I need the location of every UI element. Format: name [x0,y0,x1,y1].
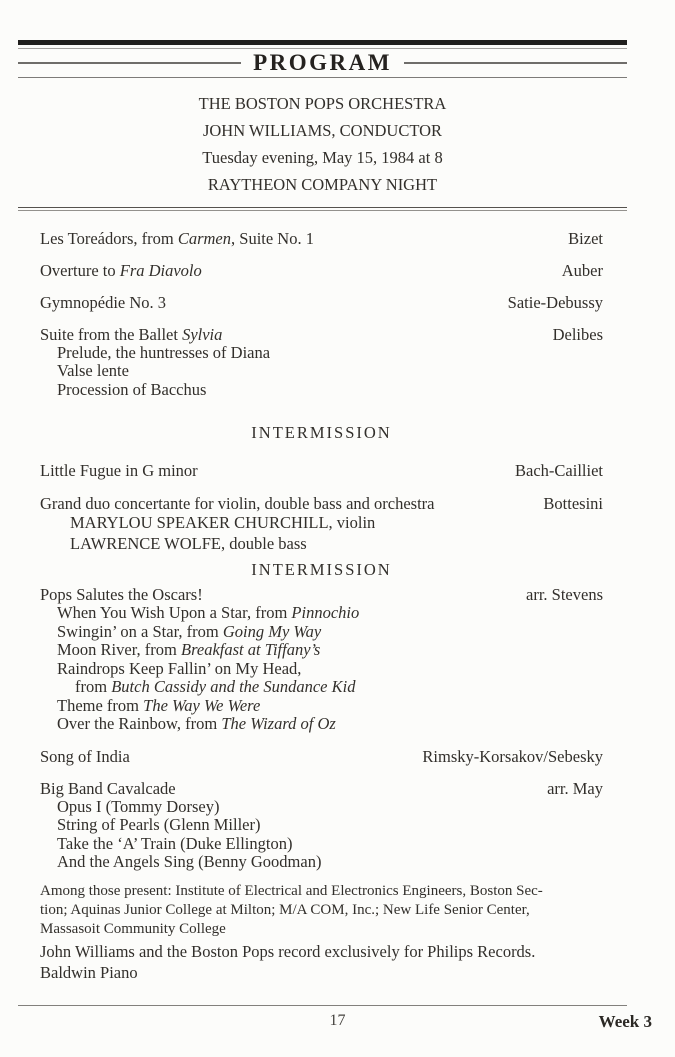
text-segment: Raindrops Keep Fallin’ on My Head, [57,658,302,678]
work-name-italic: Fra Diavolo [119,260,202,280]
text-segment: Gymnopédie No. 3 [40,292,167,312]
soloist-line: MARYLOU SPEAKER CHURCHILL, violin [70,513,376,532]
program-entry [18,747,627,766]
work-head [40,779,603,798]
text-segment: String of Pearls (Glenn Miller) [57,815,261,834]
text-segment: Big Band Cavalcade [40,778,176,798]
work-head [40,461,603,480]
attendees-note-line: Among those present: Institute of Electrical and Electronics Engineers, Boston Sec- [40,882,543,899]
work-head [40,585,603,604]
intermission-entry [18,560,627,579]
movement-line [40,381,603,400]
text-segment: Moon River, from [57,640,181,659]
orchestra-line: THE BOSTON POPS ORCHESTRA [198,93,447,113]
work-name-italic: The Way We Were [143,695,261,715]
work-head [40,494,603,513]
footer-row [0,1012,675,1038]
program-entry [18,461,627,480]
program-entry [18,229,627,248]
work-head [40,747,603,766]
text-segment: Grand duo concertante for violin, double bass and orchestra [40,494,435,513]
program-entry [18,325,627,400]
movement-line [40,853,603,872]
header-divider [18,207,627,211]
movement-line [40,641,603,660]
movement-line [40,604,603,623]
text-segment: , Suite No. 1 [231,228,314,248]
work-head [40,325,603,344]
text-segment: Suite from the Ballet [40,324,183,344]
work-title [40,585,203,604]
composer: arr. May [547,778,603,798]
movement-line [40,623,603,642]
intermission-label: INTERMISSION [251,560,392,579]
attendees-note-line: tion; Aquinas Junior College at Milton; M/A COM, Inc.; New Life Senior Center, [40,901,530,918]
title-right-rule [404,62,627,64]
text-segment: Pops Salutes the Oscars! [40,585,203,604]
top-thin-rule [18,48,627,49]
conductor-line: JOHN WILLIAMS, CONDUCTOR [202,120,443,140]
work-name-italic: Breakfast at Tiffany’s [181,640,321,659]
text-segment: Take the ‘A’ Train (Duke Ellington) [57,833,293,853]
program-entry [18,585,627,734]
work-title [40,747,130,766]
text-segment: Theme from [57,695,144,715]
movement-line [40,715,603,734]
program-entry [18,494,627,554]
composer: Auber [561,260,603,280]
title-left-rule [18,62,241,64]
composer: Bottesini [543,494,603,513]
work-title [40,229,314,248]
header-block [18,90,627,198]
composer: Bizet [568,228,603,248]
text-segment: Swingin’ on a Star, from [57,621,223,641]
movement-line [40,362,603,381]
program-entry [18,261,627,280]
work-name-italic: Sylvia [182,324,223,344]
work-head [40,261,603,280]
work-title [40,261,202,280]
text-segment: Prelude, the huntresses of Diana [57,342,271,362]
work-title [40,325,222,344]
work-head [40,229,603,248]
work-title [40,779,176,798]
work-title [40,494,435,513]
composer: Bach-Cailliet [515,461,603,480]
program-list [18,229,627,872]
composer: Delibes [552,324,603,344]
baldwin-note: Baldwin Piano [40,962,138,982]
intermission-entry [18,423,627,442]
work-name-italic: Butch Cassidy and the Sundance Kid [111,677,356,696]
movement-line [40,835,603,854]
program-entry [18,293,627,312]
composer: Satie-Debussy [507,292,603,312]
notes-block [18,882,627,983]
work-name-italic: Pinnochio [291,603,360,622]
work-head [40,293,603,312]
text-segment: Song of India [40,746,130,766]
text-segment: And the Angels Sing (Benny Goodman) [57,852,322,871]
title-row [18,50,627,76]
intermission-label: INTERMISSION [251,423,392,442]
composer: arr. Stevens [526,585,603,604]
title-under-rule [18,77,627,78]
movement-line [40,697,603,716]
text-segment: Les Toreádors, from [40,228,178,248]
week-label: Week 3 [598,1011,652,1031]
text-segment: Little Fugue in G minor [40,461,198,480]
text-segment: from [75,677,112,696]
date-line: Tuesday evening, May 15, 1984 at 8 [202,147,443,167]
attendees-note-line: Massasoit Community College [40,920,226,937]
movement-line [40,678,603,697]
work-title [40,461,198,480]
text-segment: Procession of Bacchus [57,379,207,399]
footer-rule [18,1005,627,1006]
work-name-italic: The Wizard of Oz [221,714,336,733]
work-title [40,293,166,312]
page-number: 17 [329,1011,346,1029]
movement-line [40,816,603,835]
text-segment: Over the Rainbow, from [57,714,222,733]
attendees-note [40,882,603,939]
movement-line [40,344,603,363]
text-segment: When You Wish Upon a Star, from [57,603,292,622]
occasion-line: RAYTHEON COMPANY NIGHT [207,174,438,194]
program-entry [18,779,627,872]
text-segment: Overture to [40,260,120,280]
text-segment: Opus I (Tommy Dorsey) [57,796,220,816]
work-name-italic: Carmen [177,228,232,248]
soloist-line: LAWRENCE WOLFE, double bass [70,533,307,553]
work-name-italic: Going My Way [222,621,322,641]
philips-note: John Williams and the Boston Pops record exclusively for Philips Records. [40,941,536,961]
text-segment: Valse lente [57,361,129,380]
movement-line [40,660,603,679]
top-thick-rule [18,40,627,45]
movement-line [40,798,603,817]
page-title: PROGRAM [253,49,392,75]
composer: Rimsky-Korsakov/Sebesky [422,746,603,766]
